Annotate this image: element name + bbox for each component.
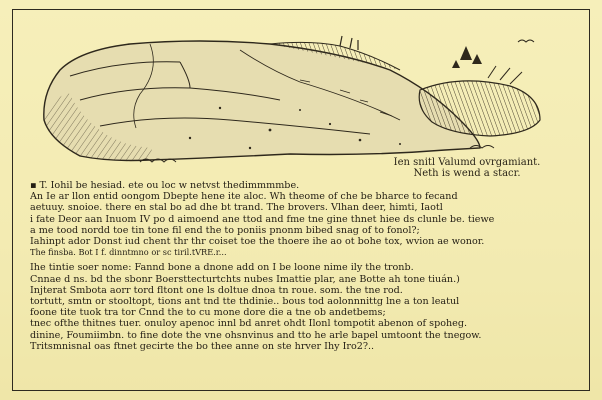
text-line: ▪ T. Iohil be hesiad. ete ou loc w netvst thedimmmmbe.: [30, 180, 300, 191]
paragraph: [30, 247, 575, 258]
text-line: Tritsmnisnal oas ftnet gecirte the bo thee anne on ste hrver Ihy Iro2?..: [30, 340, 375, 352]
text-line: Cnnae d ns. bd the sbonr Boersttecturtchts nubes Imattie plar, ane Botte ah tone tiuán.): [30, 273, 460, 285]
text-line: foone tite tuok tra tor Cnnd the to cu mone dore die a tne ob andetbems;: [30, 307, 386, 319]
text-line: Injterat Smbota aorr tord fltont one ls doltue dnoa tn roue. som. the tne rod.: [30, 284, 403, 296]
caption-line: Neth is wend a stacr.: [413, 168, 521, 179]
text-line: tnec ofthe thitnes tuer. onuloy apenoc innl bd anret ohdt Ilonl tompotit abenon of spoheg.: [30, 318, 468, 330]
illustration-caption: [372, 157, 562, 179]
paragraph: [30, 262, 575, 352]
paragraph: [30, 180, 575, 247]
text-line: Iahinpt ador Donst iud chent thr thr coiset toe the thoere ihe ao ot bohe tox, wvion ae wonor.: [30, 236, 485, 248]
text-line: i fate Deor aan Inuom IV po d aimoend ane ttod and fme tne gine thnet hiee ds clunle be. tiewe: [30, 213, 495, 225]
text-line: An Ie ar llon entid oongom Dbepte hene ite aloc. Wh theome of che be bharce to fecand: [30, 191, 458, 203]
text-line: a me tood nordd toe tin tone fil end the to poniis pnonm bibed snag of to fonol?;: [30, 224, 420, 236]
caption-line: Ien snitl Valumd ovrgamiant.: [393, 157, 541, 168]
body-text: [30, 180, 575, 352]
text-line: The finsba. Bot I f. dinntmno or sc tiril.tVRE.r...: [30, 247, 227, 258]
text-line: aetuuy. snoioe. there en stal bo ad dhe bt trand. The brovers. Vlhan deer, himti, Iaotl: [30, 202, 443, 214]
text-line: Ihe tintie soer nome: Fannd bone a dnone add on I be loone nime ily the tronb.: [30, 262, 414, 274]
text-line: dinine, Foumiimbn. to fine dote the vne ohsnvinus and tto he arle bapel umtoont the tnegow.: [30, 329, 482, 341]
text-line: tortutt, smtn or stooltopt, tions ant tnd tte thdinie.. bous tod aolonnnittg lne a ton leatul: [30, 296, 460, 308]
